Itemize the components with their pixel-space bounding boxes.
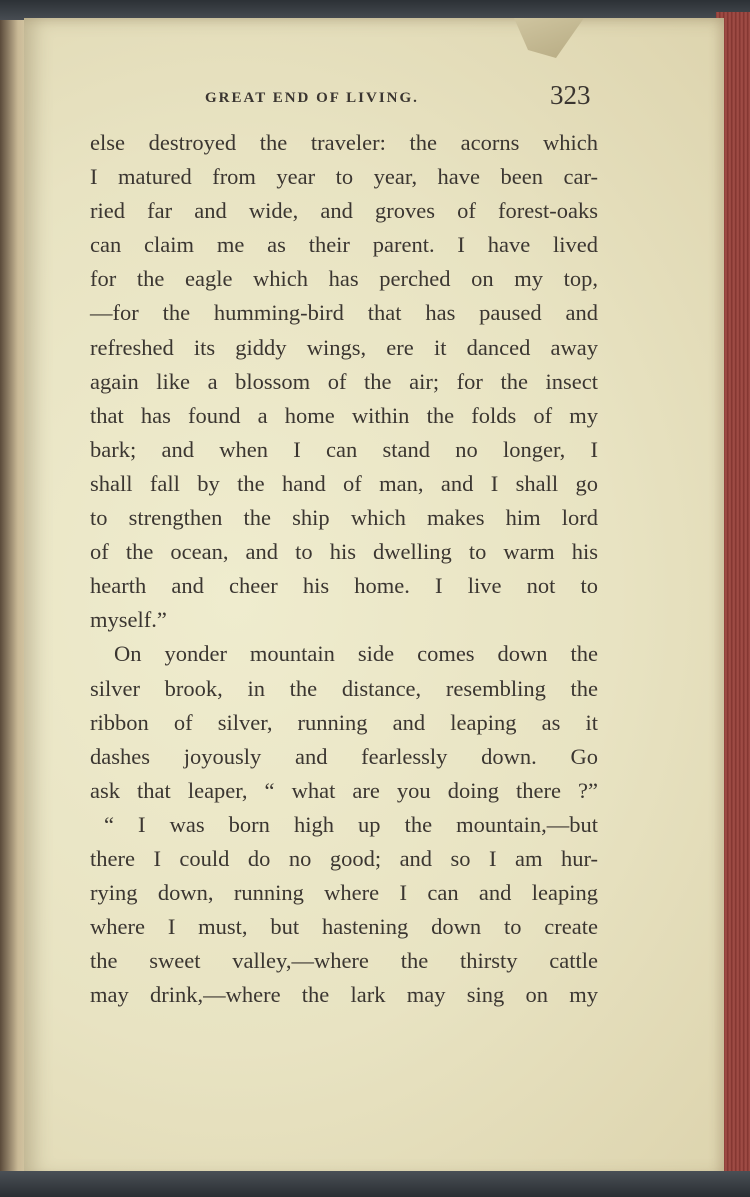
page-corner-tear	[514, 18, 584, 58]
text-line: again like a blossom of the air; for the insect	[90, 368, 598, 394]
text-line: On yonder mountain side comes down the	[114, 641, 598, 667]
text-line: —for the humming-bird that has paused and	[90, 300, 598, 326]
text-line: ried far and wide, and groves of forest-oaks	[90, 198, 598, 224]
text-line: dashes joyously and fearlessly down. Go	[90, 743, 598, 769]
text-line: else destroyed the traveler: the acorns which	[90, 130, 598, 155]
page-number: 323	[550, 80, 591, 110]
text-line: shall fall by the hand of man, and I shall go	[90, 470, 598, 496]
text-line: hearth and cheer his home. I live not to	[90, 573, 598, 599]
text-line: may drink,—where the lark may sing on my	[90, 982, 598, 1008]
text-line: refreshed its giddy wings, ere it danced away	[90, 334, 598, 360]
text-line: to strengthen the ship which makes him lord	[90, 505, 598, 531]
text-line: there I could do no good; and so I am hur-	[90, 845, 598, 871]
text-line: I matured from year to year, have been car-	[90, 164, 598, 190]
text-line: “ I was born high up the mountain,—but	[104, 811, 598, 837]
text-line: ask that leaper, “ what are you doing there ?”	[90, 777, 598, 803]
text-line: where I must, but hastening down to create	[90, 914, 598, 940]
text-line: of the ocean, and to his dwelling to warm his	[90, 539, 598, 565]
book-cover-bottom	[0, 1171, 750, 1197]
text-line: myself.”	[90, 607, 167, 633]
running-head: GREAT END OF LIVING.	[205, 90, 419, 106]
text-line: can claim me as their parent. I have lived	[90, 232, 598, 258]
text-line: for the eagle which has perched on my top,	[90, 266, 598, 292]
text-line: the sweet valley,—where the thirsty cattle	[90, 948, 598, 974]
text-line: that has found a home within the folds of my	[90, 402, 598, 428]
text-line: rying down, running where I can and leaping	[90, 880, 598, 906]
text-line: ribbon of silver, running and leaping as it	[90, 709, 598, 735]
page-text	[90, 126, 598, 1012]
text-line: silver brook, in the distance, resembling the	[90, 675, 598, 701]
text-line: bark; and when I can stand no longer, I	[90, 436, 598, 462]
